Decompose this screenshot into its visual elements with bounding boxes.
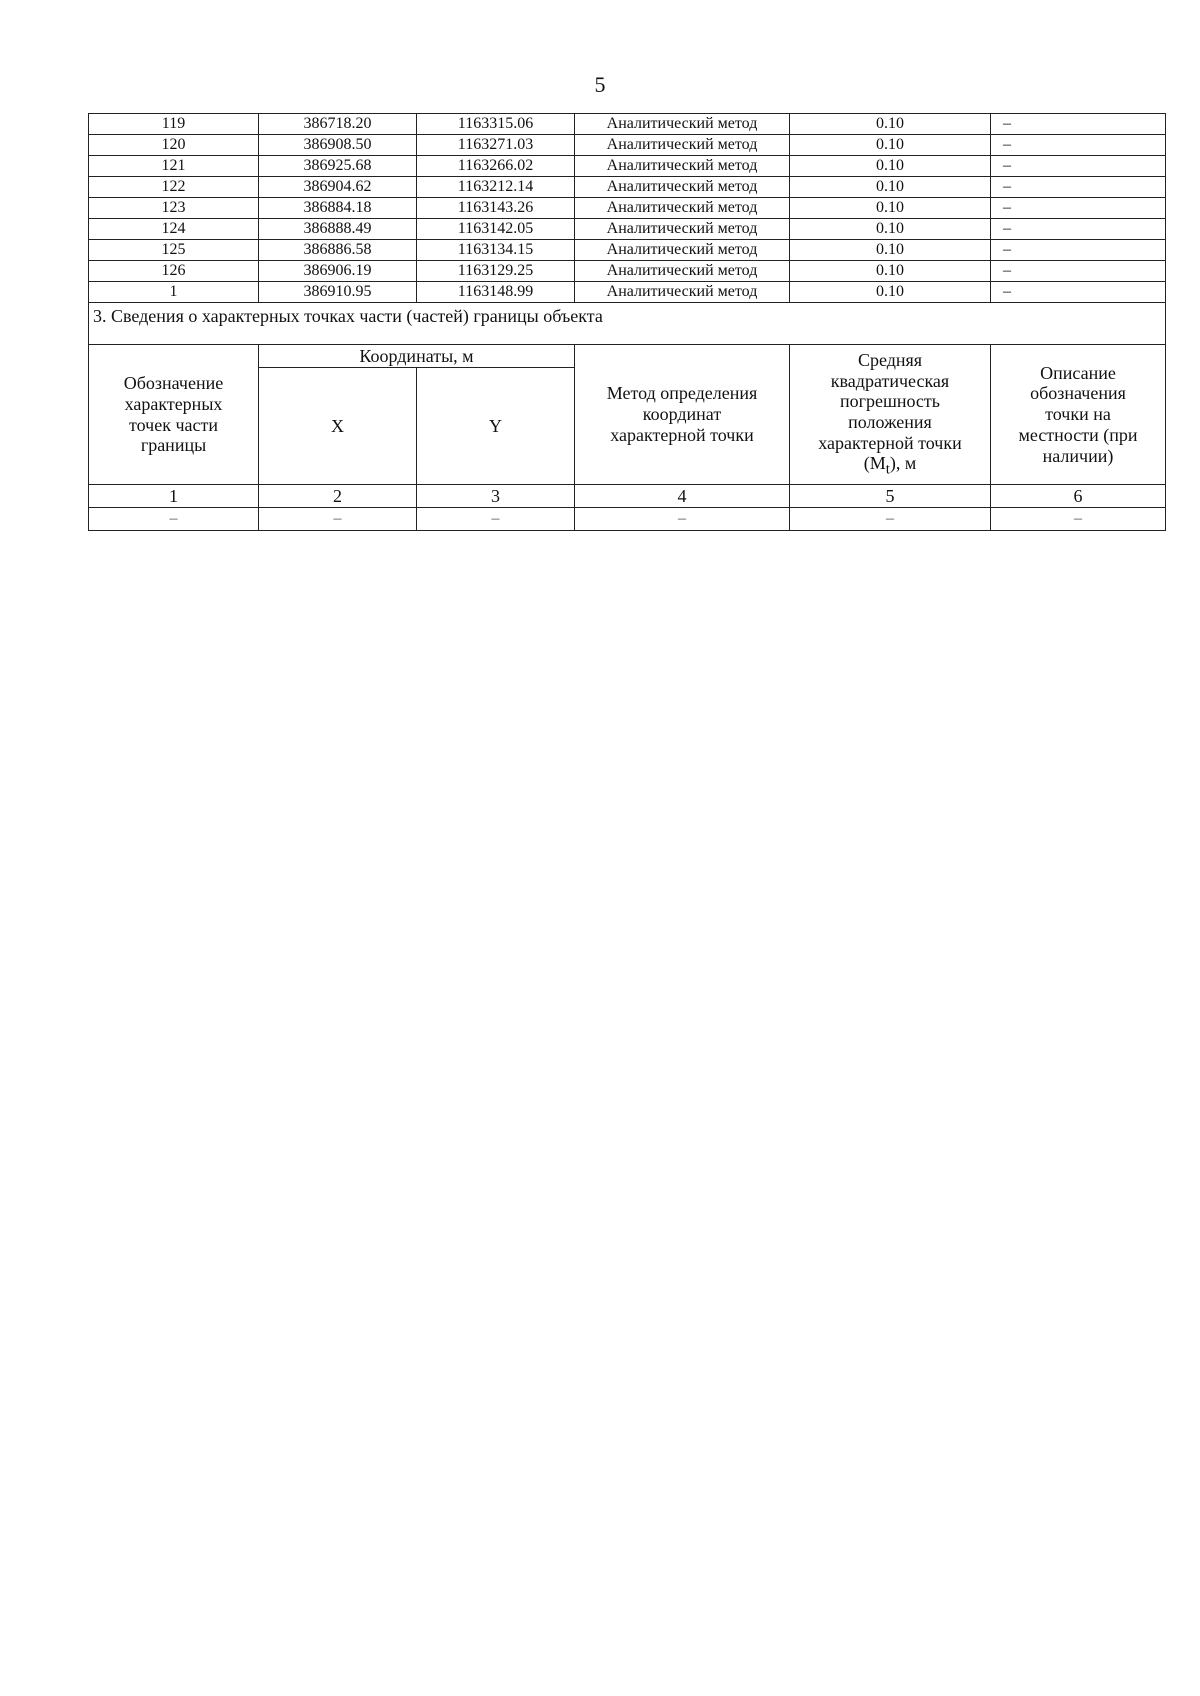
description-cell: – (991, 156, 1166, 177)
error-cell: 0.10 (790, 156, 991, 177)
empty-cell: – (790, 508, 991, 531)
error-cell: 0.10 (790, 198, 991, 219)
table-row (89, 261, 1166, 282)
column-number-row (89, 485, 1166, 508)
description-cell: – (991, 177, 1166, 198)
header-y: Y (417, 368, 575, 485)
coord-y-cell: 1163142.05 (417, 219, 575, 240)
coord-x-cell: 386910.95 (259, 282, 417, 303)
point-number-cell: 124 (89, 219, 259, 240)
point-number-cell: 119 (89, 114, 259, 135)
error-cell: 0.10 (790, 219, 991, 240)
method-cell: Аналитический метод (575, 156, 790, 177)
table-row (89, 508, 1166, 531)
table-row (89, 240, 1166, 261)
column-number: 1 (89, 485, 259, 508)
header-description: Описание обозначения точки на местности (при наличии) (991, 345, 1166, 485)
method-cell: Аналитический метод (575, 114, 790, 135)
column-number: 3 (417, 485, 575, 508)
method-cell: Аналитический метод (575, 261, 790, 282)
coord-x-cell: 386886.58 (259, 240, 417, 261)
description-cell: – (991, 219, 1166, 240)
method-cell: Аналитический метод (575, 177, 790, 198)
table-row (89, 156, 1166, 177)
coord-y-cell: 1163212.14 (417, 177, 575, 198)
coord-y-cell: 1163266.02 (417, 156, 575, 177)
empty-cell: – (89, 508, 259, 531)
table-row (89, 198, 1166, 219)
column-number: 5 (790, 485, 991, 508)
point-number-cell: 120 (89, 135, 259, 156)
coord-x-cell: 386904.62 (259, 177, 417, 198)
point-number-cell: 125 (89, 240, 259, 261)
method-cell: Аналитический метод (575, 282, 790, 303)
empty-cell: – (991, 508, 1166, 531)
header-coordinates: Координаты, м (259, 345, 575, 368)
method-cell: Аналитический метод (575, 198, 790, 219)
page-number: 5 (594, 72, 606, 97)
method-cell: Аналитический метод (575, 240, 790, 261)
header-x: X (259, 368, 417, 485)
description-cell: – (991, 198, 1166, 219)
description-cell: – (991, 240, 1166, 261)
method-cell: Аналитический метод (575, 135, 790, 156)
error-cell: 0.10 (790, 261, 991, 282)
header-row (89, 345, 1166, 368)
table-row (89, 282, 1166, 303)
point-number-cell: 123 (89, 198, 259, 219)
empty-cell: – (417, 508, 575, 531)
header-point-designation: Обозначение характерных точек части границы (89, 345, 259, 485)
coord-y-cell: 1163134.15 (417, 240, 575, 261)
point-number-cell: 1 (89, 282, 259, 303)
empty-cell: – (259, 508, 417, 531)
coord-x-cell: 386718.20 (259, 114, 417, 135)
error-cell: 0.10 (790, 240, 991, 261)
method-cell: Аналитический метод (575, 219, 790, 240)
table-row (89, 219, 1166, 240)
coord-y-cell: 1163315.06 (417, 114, 575, 135)
column-number: 6 (991, 485, 1166, 508)
coord-y-cell: 1163129.25 (417, 261, 575, 282)
point-number-cell: 126 (89, 261, 259, 282)
header-error: Средняя квадратическая погрешность положения характерной точки $(M_t)$, м (790, 345, 991, 485)
section-title: 3. Сведения о характерных точках части (частей) границы объекта (89, 303, 1166, 345)
description-cell: – (991, 135, 1166, 156)
description-cell: – (991, 261, 1166, 282)
coord-x-cell: 386925.68 (259, 156, 417, 177)
table-row (89, 177, 1166, 198)
error-cell: 0.10 (790, 114, 991, 135)
error-cell: 0.10 (790, 177, 991, 198)
error-cell: 0.10 (790, 282, 991, 303)
coord-y-cell: 1163271.03 (417, 135, 575, 156)
column-number: 2 (259, 485, 417, 508)
empty-cell: – (575, 508, 790, 531)
point-number-cell: 122 (89, 177, 259, 198)
coord-x-cell: 386884.18 (259, 198, 417, 219)
error-cell: 0.10 (790, 135, 991, 156)
coord-y-cell: 1163148.99 (417, 282, 575, 303)
coord-y-cell: 1163143.26 (417, 198, 575, 219)
table-row (89, 135, 1166, 156)
description-cell: – (991, 114, 1166, 135)
point-number-cell: 121 (89, 156, 259, 177)
header-method: Метод определения координат характерной точки (575, 345, 790, 485)
coord-x-cell: 386888.49 (259, 219, 417, 240)
table-row (89, 114, 1166, 135)
section-title-row (89, 303, 1166, 345)
coord-x-cell: 386908.50 (259, 135, 417, 156)
boundary-points-table (88, 113, 1166, 531)
description-cell: – (991, 282, 1166, 303)
coord-x-cell: 386906.19 (259, 261, 417, 282)
column-number: 4 (575, 485, 790, 508)
